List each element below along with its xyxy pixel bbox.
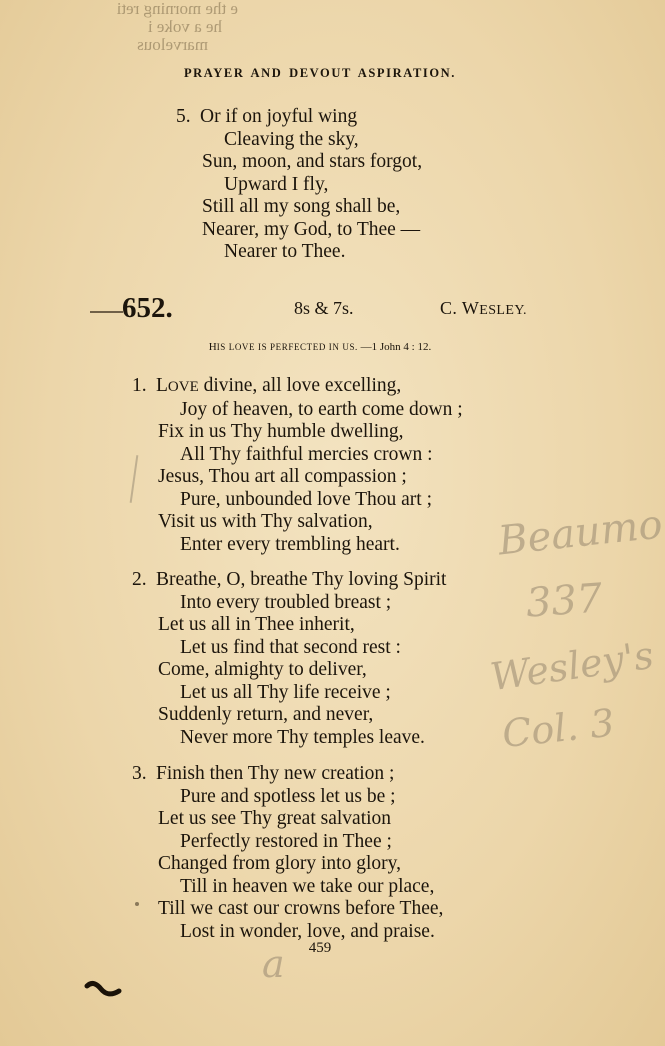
verse-line: Changed from glory into glory,: [158, 853, 401, 874]
stanza-2: [132, 569, 446, 749]
verse-line: Visit us with Thy salvation,: [158, 511, 373, 532]
verse-line: Perfectly restored in Thee ;: [180, 830, 392, 852]
handwritten-note: Wesley's: [487, 632, 657, 700]
verse-line: Cleaving the sky,: [224, 128, 359, 150]
verse-line: divine, all love excelling,: [198, 375, 402, 396]
stanza-3: [132, 763, 443, 943]
stanza-number: 3.: [132, 763, 147, 784]
bleed-through-text: e the morning reti he a voke i marvelous: [116, 0, 238, 54]
stanza-number: 2.: [132, 569, 147, 590]
verse-line: Come, almighty to deliver,: [158, 659, 367, 680]
verse-line: Finish then Thy new creation ;: [156, 763, 395, 784]
hymn-header: [0, 292, 640, 326]
running-head: PRAYER AND DEVOUT ASPIRATION.: [183, 66, 457, 80]
page-number: 459: [308, 940, 332, 956]
stanza-number: 5.: [176, 106, 191, 127]
handwritten-note: Beaumo: [496, 501, 665, 565]
verse-line: Into every troubled breast ;: [180, 591, 392, 613]
hymn-number: 652.: [122, 292, 173, 324]
handwritten-note: Col. 3: [500, 700, 617, 757]
stanza-1: 1. LOVE divine, all love excelling, Joy of heaven, to earth come down ; Fix in us Thy humble dwelling, All Thy faithful mercies crown : Jesus, Thou art all compassion ; Pure, unbounded love Thou art ; Visit us with Thy salvation, Enter every trembling heart.: [132, 375, 463, 555]
stanza-number: 1.: [132, 375, 147, 396]
verse-line: Still all my song shall be,: [202, 196, 401, 217]
verse-line: Breathe, O, breathe Thy loving Spirit: [156, 569, 447, 590]
verse-line: Till we cast our crowns before Thee,: [158, 898, 444, 919]
verse-line: All Thy faithful mercies crown :: [180, 443, 433, 465]
hymn-author: C. WESLEY.: [440, 298, 527, 318]
hymn-meter: 8s & 7s.: [294, 298, 354, 318]
pencil-dash: [90, 311, 123, 313]
verse-line: Suddenly return, and never,: [158, 704, 374, 725]
verse-line: Fix in us Thy humble dwelling,: [158, 421, 404, 442]
verse-line: Let us all in Thee inherit,: [158, 614, 355, 635]
verse-line: Till in heaven we take our place,: [180, 875, 435, 897]
verse-line: Let us all Thy life receive ;: [180, 681, 391, 703]
verse-line: Let us find that second rest :: [180, 636, 401, 658]
verse-line: Sun, moon, and stars forgot,: [202, 151, 423, 172]
verse-line: Upward I fly,: [224, 173, 329, 195]
verse-line: Jesus, Thou art all compassion ;: [158, 466, 407, 487]
handwritten-note: 337: [524, 575, 604, 627]
scripture-reference: HIS LOVE IS PERFECTED IN US. —1 John 4 : 12.: [208, 341, 432, 353]
verse-line: Never more Thy temples leave.: [180, 726, 425, 748]
verse-line: Enter every trembling heart.: [180, 533, 400, 555]
verse-line: Nearer to Thee.: [224, 241, 346, 262]
verse-line: Or if on joyful wing: [200, 106, 358, 127]
verse-line: Pure and spotless let us be ;: [180, 785, 396, 807]
ink-mark: [84, 978, 124, 1002]
pencil-dot: [135, 902, 139, 906]
verse-line: Nearer, my God, to Thee —: [202, 218, 421, 240]
verse-line: Lost in wonder, love, and praise.: [180, 920, 435, 942]
verse-line: Let us see Thy great salvation: [158, 808, 392, 829]
verse-line: Joy of heaven, to earth come down ;: [180, 398, 463, 420]
verse-line: Pure, unbounded love Thou art ;: [180, 488, 433, 510]
handwritten-note: a: [262, 942, 285, 986]
previous-stanza: [176, 106, 422, 264]
